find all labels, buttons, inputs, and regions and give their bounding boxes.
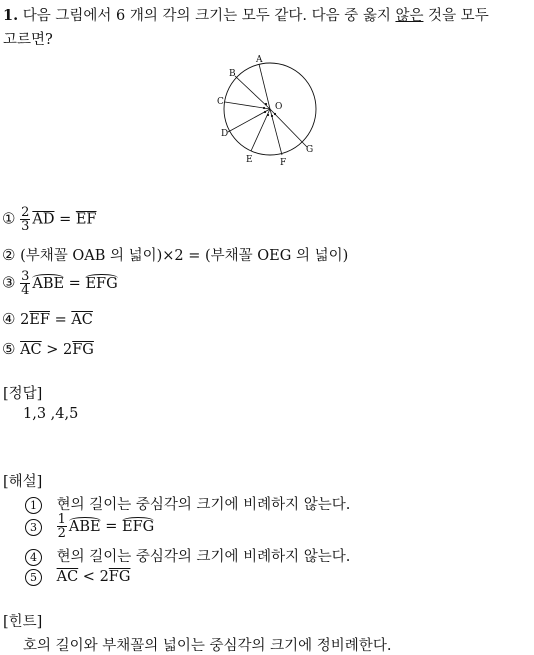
label-c: C	[217, 97, 224, 107]
explanation-item-3: 3 $\frac{1}{2}$ ABE = EFG	[25, 513, 154, 540]
question-text-tail: 것을 모두	[423, 8, 489, 24]
explanation-header: [해설]	[3, 474, 43, 490]
circled-number: 5	[25, 569, 42, 586]
choice-5: ⑤ $\overline{AC} > 2\overline{FG}$	[2, 340, 94, 358]
hint-text: 호의 길이와 부채꼴의 넓이는 중심각의 크기에 정비례한다.	[23, 638, 392, 654]
hint-header: [힌트]	[3, 614, 43, 630]
choice-1	[2, 206, 96, 233]
fraction: $\frac{1}{2}$	[57, 512, 66, 541]
segment-fg: $\overline{FG}$	[108, 569, 131, 585]
arc-efg: EFG	[121, 518, 155, 535]
segment-fg: $\overline{FG}$	[72, 342, 94, 358]
explanation-item-4: 4 현의 길이는 중심각의 크기에 비례하지 않는다.	[25, 545, 350, 566]
choice-2	[2, 244, 348, 265]
segment-ef: $\overline{EF}$	[29, 312, 50, 328]
circled-number: 4	[25, 549, 42, 566]
fraction: $\frac{2}{3}$	[21, 205, 30, 234]
question-line-2: 고르면?	[3, 32, 53, 48]
question-underlined-word: 않은	[395, 8, 424, 24]
label-e: E	[246, 155, 253, 165]
question-text: 다음 그림에서 6 개의 각의 크기는 모두 같다. 다음 중 옳지	[22, 8, 396, 24]
choice-mark: ①	[2, 209, 16, 228]
label-d: D	[221, 129, 229, 139]
arc-abe: ABE	[68, 518, 101, 535]
question-number: 1.	[3, 7, 19, 24]
choice-text: (부채꼴 OAB 의 넓이)×2 = (부채꼴 OEG 의 넓이)	[20, 248, 349, 264]
choice-mark: ④	[2, 310, 16, 328]
segment-ac: $\overline{AC}$	[20, 342, 42, 358]
question-line-1	[3, 4, 489, 25]
label-b: B	[229, 69, 236, 79]
arc-efg: EFG	[85, 275, 118, 292]
circled-number: 1	[25, 497, 42, 514]
answer-value: 1,3 ,4,5	[23, 406, 79, 422]
segment-ac: $\overline{AC}$	[71, 312, 93, 328]
choice-mark: ②	[2, 246, 16, 264]
answer-header: [정답]	[3, 386, 43, 402]
circle-figure	[212, 52, 327, 170]
equals-sign: =	[54, 312, 67, 328]
equals-sign: =	[59, 211, 72, 228]
equals-sign: =	[68, 275, 81, 292]
arc-abe: ABE	[32, 275, 65, 292]
label-a: A	[256, 55, 263, 65]
choice-4: ④ $2\overline{EF} = \overline{AC}$	[2, 310, 93, 328]
label-o: O	[275, 102, 283, 112]
choice-3	[2, 270, 118, 297]
greater-than-sign: >	[46, 342, 59, 358]
label-f: F	[280, 158, 287, 168]
explanation-item-5: 5 $\overline{AC} < 2\overline{FG}$	[25, 569, 130, 586]
explanation-item-1: 1 현의 길이는 중심각의 크기에 비례하지 않는다.	[25, 493, 350, 514]
choice-mark: ③	[2, 273, 16, 292]
fraction: $\frac{3}{4}$	[21, 269, 30, 298]
label-g: G	[306, 145, 314, 155]
choice-mark: ⑤	[2, 340, 16, 358]
segment-ac: $\overline{AC}$	[56, 569, 79, 585]
segment-ad: $\overline{AD}$	[32, 211, 55, 228]
circled-number: 3	[25, 519, 42, 536]
segment-ef: $\overline{EF}$	[75, 211, 97, 228]
